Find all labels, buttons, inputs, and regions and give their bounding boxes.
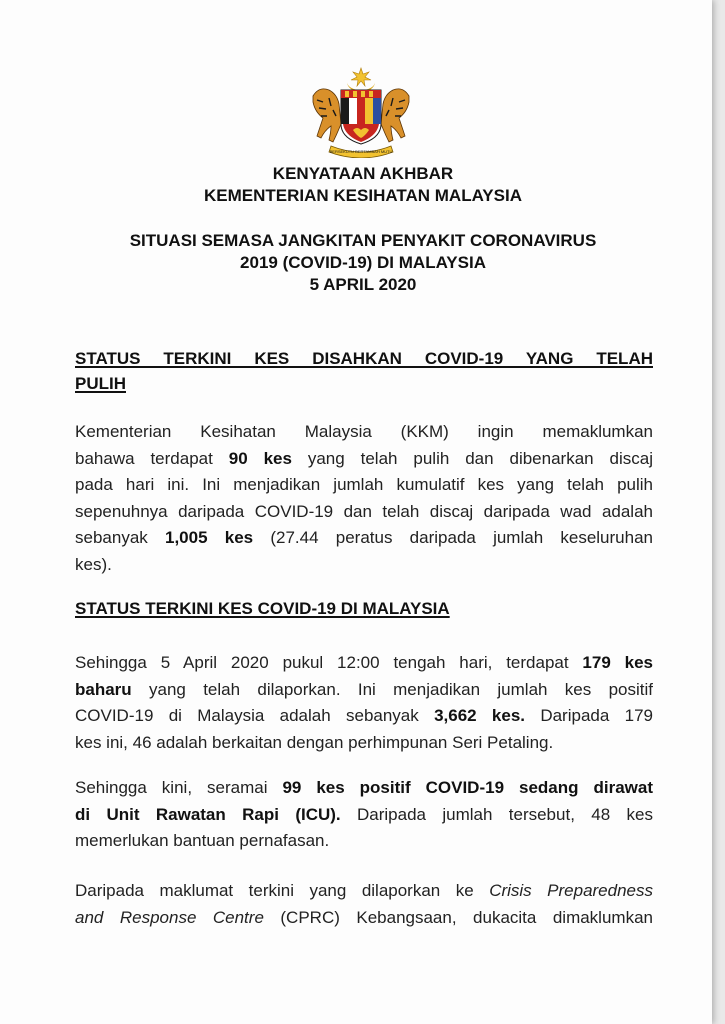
malaysia-coat-of-arms-icon [309,66,413,158]
heading-line-1: STATUS TERKINI KES DISAHKAN COVID-19 YANG TELAH [75,349,653,368]
text-line: kes ini, 46 adalah berkaitan dengan perhimpunan Seri Petaling. [75,732,554,752]
subtitle-line-1: SITUASI SEMASA JANGKITAN PENYAKIT CORONAVIRUS [129,231,597,250]
heading-line-2: PULIH [75,374,126,393]
title-line-2: KEMENTERIAN KESIHATAN MALAYSIA [204,186,522,205]
text-line: Sehingga 5 April 2020 pukul 12:00 tengah hari, terdapat 179 kes [75,653,653,672]
paragraph-new-cases [75,650,653,756]
new-cases-count: 179 kes [582,653,653,672]
text-line: di Unit Rawatan Rapi (ICU). Daripada jumlah tersebut, 48 kes [75,804,653,824]
press-release-subtitle [40,230,686,296]
text-line: Kementerian Kesihatan Malaysia (KKM) ingin memaklumkan [75,422,653,441]
paragraph-cprc [75,878,653,931]
icu-cases-count: 99 kes positif COVID-19 sedang dirawat [282,778,653,797]
press-release-title [40,163,686,207]
recovered-today-count: 90 kes [228,448,292,468]
text-line: kes). [75,554,112,574]
svg-text:BERSEKUTU BERTAMBAH MUTU: BERSEKUTU BERTAMBAH MUTU [329,149,393,154]
text-line: COVID-19 di Malaysia adalah sebanyak 3,662 kes. Daripada 179 [75,706,653,725]
press-release-date: 5 APRIL 2020 [309,275,417,294]
paragraph-icu-cases [75,775,653,855]
text-line: sebanyak 1,005 kes (27.44 peratus daripada jumlah keseluruhan [75,528,653,547]
recovered-total-count: 1,005 kes [165,528,254,547]
text-line: Daripada maklumat terkini yang dilaporkan ke Crisis Preparedness [75,881,654,900]
text-line: baharu yang telah dilaporkan. Ini menjadikan jumlah kes positif [75,679,653,699]
text-line: pada hari ini. Ini menjadikan jumlah kumulatif kes yang telah pulih [75,475,653,494]
text-line: memerlukan bantuan pernafasan. [75,831,330,850]
section-heading-status: STATUS TERKINI KES COVID-19 DI MALAYSIA [75,599,450,618]
subtitle-line-2: 2019 (COVID-19) DI MALAYSIA [240,253,486,272]
text-line: sepenuhnya daripada COVID-19 dan telah discaj daripada wad adalah [75,501,653,521]
total-positive-count: 3,662 kes. [434,706,526,725]
text-line: and Response Centre (CPRC) Kebangsaan, dukacita dimaklumkan [75,907,653,927]
section-heading-recovered [75,346,653,396]
text-line: Sehingga kini, seramai 99 kes positif COVID-19 sedang dirawat [75,778,653,797]
title-line-1: KENYATAAN AKHBAR [272,164,454,183]
text-line: bahawa terdapat 90 kes yang telah pulih dan dibenarkan discaj [75,448,653,468]
paragraph-recovered-cases [75,419,653,578]
